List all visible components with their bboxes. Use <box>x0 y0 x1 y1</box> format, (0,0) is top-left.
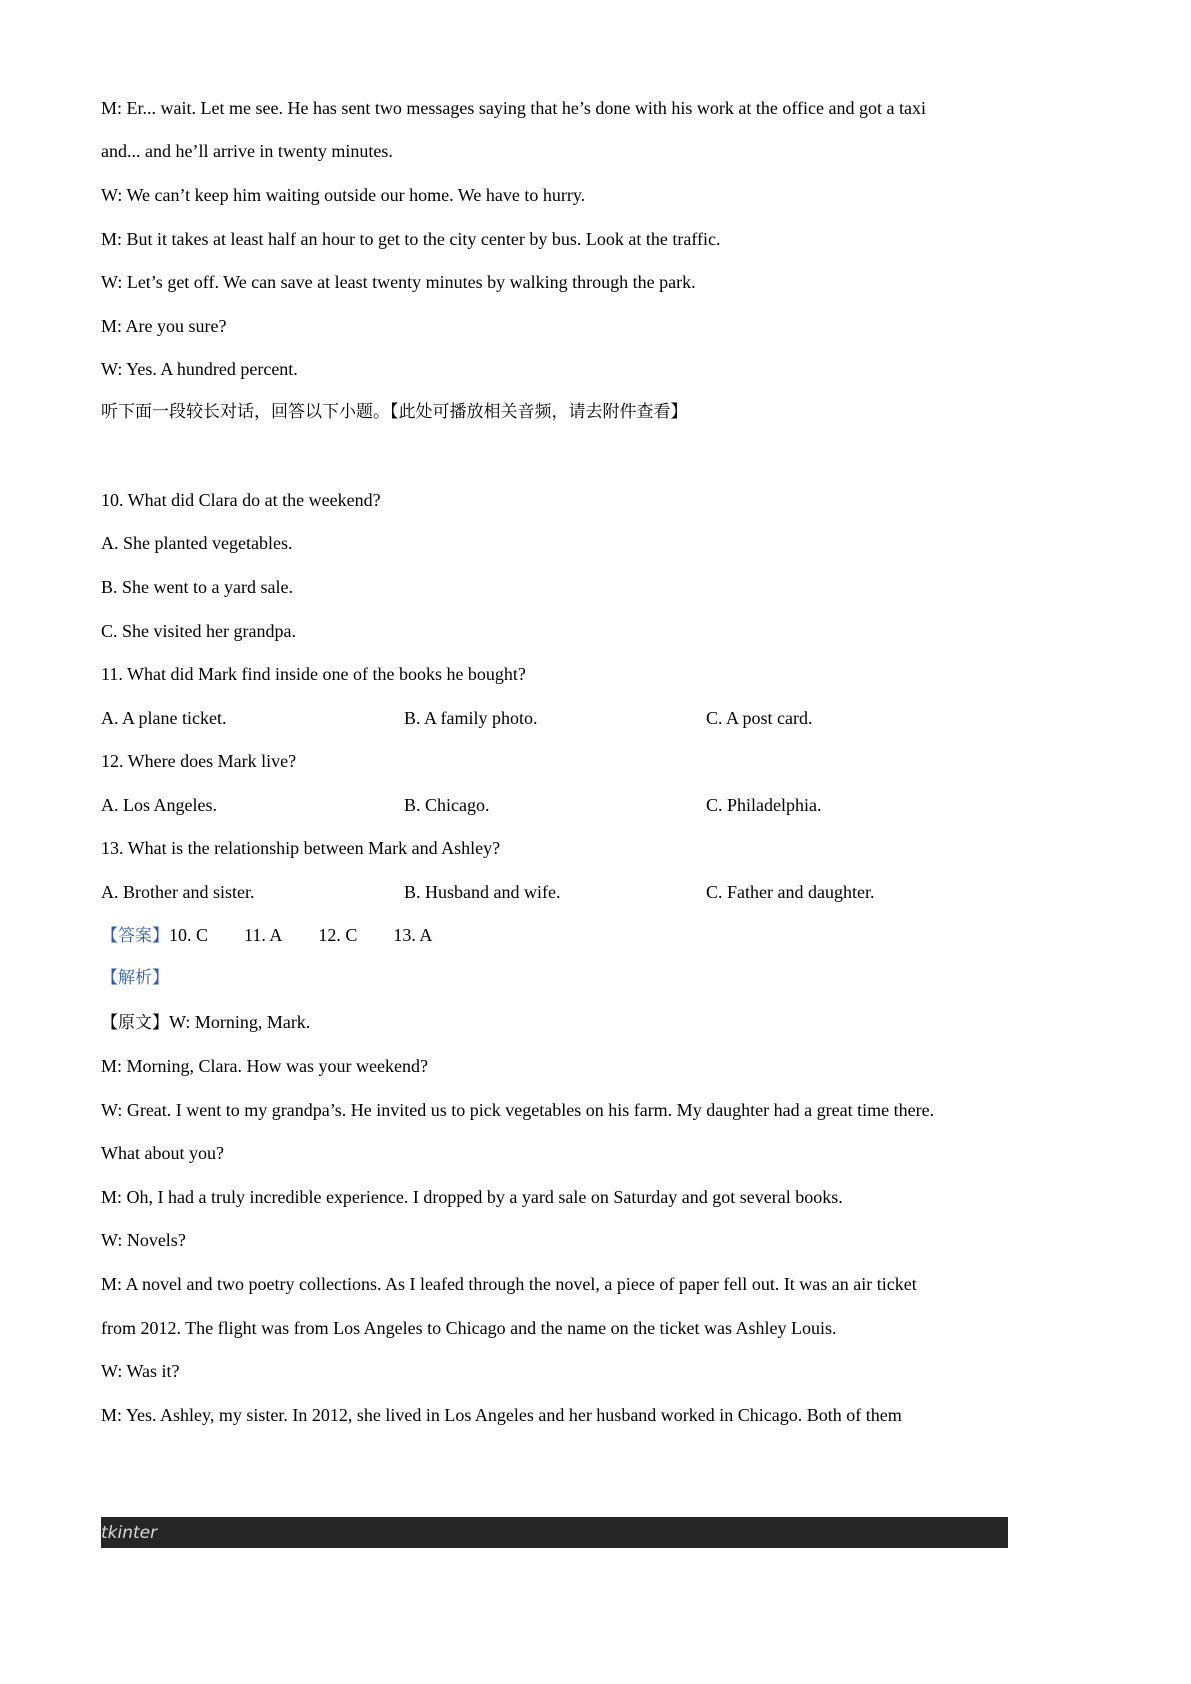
transcript-line: W: Great. I went to my grandpa’s. He invited us to pick vegetables on his farm. My daughter had a great time there. <box>101 1100 935 1120</box>
answer-item: 13. A <box>393 925 433 945</box>
transcript-line: W: Was it? <box>101 1361 180 1381</box>
option-11-c: C. A post card. <box>706 708 813 728</box>
transcript-text: W: Morning, Mark. <box>169 1012 311 1032</box>
transcript-line: from 2012. The flight was from Los Angeles to Chicago and the name on the ticket was Ashley Louis. <box>101 1318 837 1338</box>
option-10-a: A. She planted vegetables. <box>101 533 293 553</box>
option-11-a: A. A plane ticket. <box>101 708 227 728</box>
transcript-line: W: Novels? <box>101 1230 186 1250</box>
transcript-line: M: Morning, Clara. How was your weekend? <box>101 1056 428 1076</box>
footer-bar <box>101 1517 1008 1548</box>
question-11: 11. What did Mark find inside one of the books he bought? <box>101 664 526 684</box>
dialogue-line: and... and he’ll arrive in twenty minutes. <box>101 141 393 161</box>
dialogue-line: W: We can’t keep him waiting outside our home. We have to hurry. <box>101 185 586 205</box>
question-10: 10. What did Clara do at the weekend? <box>101 490 381 510</box>
dialogue-line: M: Er... wait. Let me see. He has sent two messages saying that he’s done with his work at the office and got a taxi <box>101 98 926 118</box>
transcript-label: 【原文】 <box>101 1013 169 1033</box>
answer-item: 10. C <box>169 925 209 945</box>
transcript-line: M: Yes. Ashley, my sister. In 2012, she lived in Los Angeles and her husband worked in Chicago. Both of them <box>101 1405 902 1425</box>
option-11-b: B. A family photo. <box>404 708 538 728</box>
listening-instruction: 听下面一段较长对话，回答以下小题。【此处可播放相关音频，请去附件查看】 <box>101 402 688 422</box>
analysis-label: 【解析】 <box>101 968 169 988</box>
question-13: 13. What is the relationship between Mark and Ashley? <box>101 838 501 858</box>
answer-label: 【答案】 <box>101 926 169 946</box>
option-12-c: C. Philadelphia. <box>706 795 822 815</box>
option-13-c: C. Father and daughter. <box>706 882 875 902</box>
option-12-a: A. Los Angeles. <box>101 795 217 815</box>
option-10-c: C. She visited her grandpa. <box>101 621 296 641</box>
option-13-b: B. Husband and wife. <box>404 882 561 902</box>
footer-label: tkinter <box>101 1523 158 1543</box>
answer-line <box>101 924 432 947</box>
transcript-line: M: Oh, I had a truly incredible experience. I dropped by a yard sale on Saturday and got several books. <box>101 1187 843 1207</box>
dialogue-line: W: Let’s get off. We can save at least twenty minutes by walking through the park. <box>101 272 696 292</box>
option-10-b: B. She went to a yard sale. <box>101 577 293 597</box>
transcript-first-line <box>101 1011 310 1034</box>
option-12-b: B. Chicago. <box>404 795 490 815</box>
dialogue-line: W: Yes. A hundred percent. <box>101 359 298 379</box>
transcript-line: M: A novel and two poetry collections. As I leafed through the novel, a piece of paper fell out. It was an air ticket <box>101 1274 917 1294</box>
option-13-a: A. Brother and sister. <box>101 882 255 902</box>
answer-item: 11. A <box>244 925 283 945</box>
question-12: 12. Where does Mark live? <box>101 751 297 771</box>
transcript-line: What about you? <box>101 1143 224 1163</box>
dialogue-line: M: But it takes at least half an hour to get to the city center by bus. Look at the traffic. <box>101 229 721 249</box>
dialogue-line: M: Are you sure? <box>101 316 227 336</box>
answer-item: 12. C <box>318 925 358 945</box>
